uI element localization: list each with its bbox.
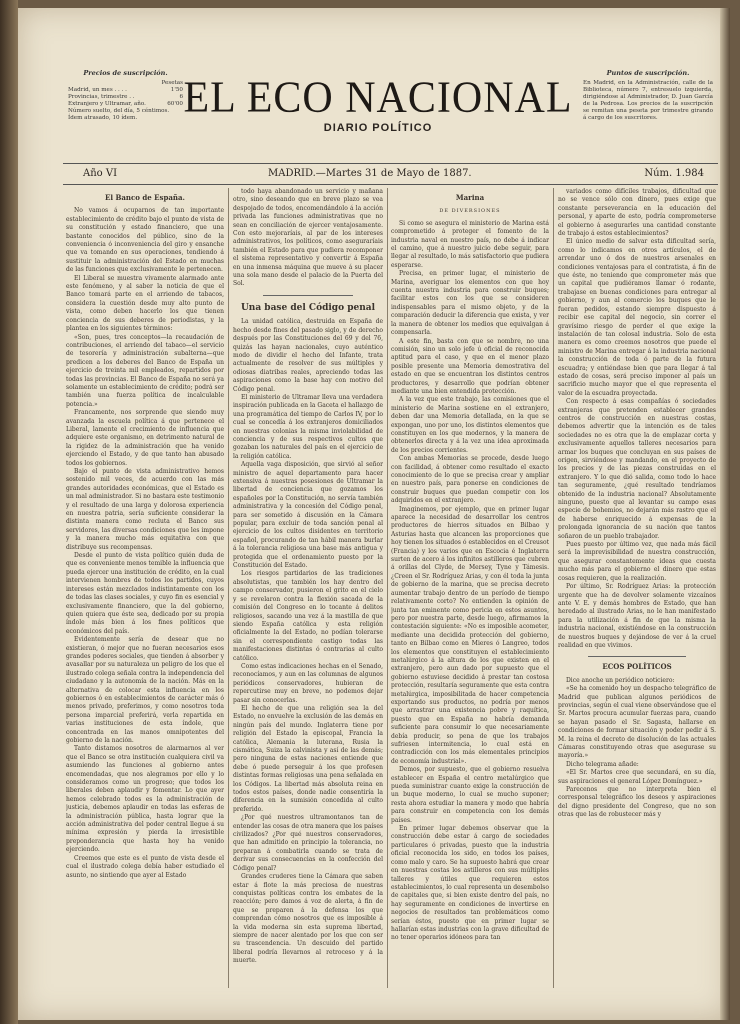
article-paragraph: Por último, Sr. Rodríguez Arias: la protección urgente que ha de devolver solamente vizcaínos ante V. E. y demás hombres de Estado, que han heredado al ilustrado Arias, no le han manifestado para la utilización á fin de que la misma la industria nacional, existiéndose en la construcción de nuestros buques y dejándose de ver á la cruel realidad en que vivimos. (558, 583, 716, 649)
article-paragraph: Demos, por supuesto, que el gobierno resuelva establecer en España el centro metalúrgico que pueda suministrar cuanto exige la construcción de un buque moderno, lo cual se mucho suponer; resta ahora estudiar la manera y modo que habría para construir en competencia con los demás países. (391, 766, 549, 824)
article-paragraph: Con respecto á esas compañías ó sociedades extranjeras que pretenden establecer grandes centros de construcción en nuestras costas, debemos advertir que la intención es de tales sociedades no es otra que la de emplazar corta y exclusivamente aquellos talleres necesarios para armar los buques que concluyan en sus países de origen, sirviéndose y mandando, en el proyecto de los precios y de las piezas construidas en el extranjero. Y lo que dió salida, como todo lo hace tan seguramente, ¿qué resultado tendríamos obtenido de la industria nacional? Absolutamente ninguno, puesto que al levantar su campo esas especie de bohemios, no dejarán más rastro que el de haberse enriquecido á expensas de la prolongada ignorancia de su nación que tantos soñaron de un pueblo trabajador. (558, 398, 716, 540)
article-paragraph: «Se ha comenido hoy un despacho telegráfico de Madrid que publican algunos periódicos de provincias, según el cual viene observándose que el Sr. Martos procura acumular fuerzas para, cuando se hayan pasado el Sr. Sagasta, hallarse en condiciones de formar situación y poder pedir á S. M. la reina el decreto de disolución de las actuales Cámaras constituyendo otras que asegurase su mayoría.» (558, 685, 716, 760)
newspaper-page (18, 8, 730, 1020)
article-paragraph: Francamente, nos sorprende que siendo muy avanzada la escuela política á que pertenece el Liberal, lamente el crecimiento de influencia que adquiere este organismo, en detrimento natural de la rigidez de la administración que ha venido ejerciendo el Estado, y de que tanto han abusado todos los gobiernos. (66, 409, 224, 467)
article-heading: Una base del Código penal (240, 302, 376, 313)
article-paragraph: Pues puesto por último vez, que nada más fácil será la imprevisibilidad de nuestra construcción, que asegurar constantemente ideas que cuesta mucho más para el gobierno el dinero que estas cosas requieren, que la realización. (558, 541, 716, 582)
article-paragraph: Aquella vaga disposición, que sirvió al señor ministro de aquel departamento para hacer extensiva á nuestras posesiones de Ultramar la libertad de conciencia que gozamos los españoles por la Constitución, no servía también administrativa y la concesión del Código penal, para ser sometido á discusión en la Cámara popular, para excluir de toda sanción penal al ejercicio de los cultos disidentes en territorio español, procurando de tan hábil manera burlar á la tolerancia religiosa una base más antigua y protegida que el ordenamiento puesto por la Constitución del Estado. (233, 461, 383, 570)
article-paragraph: Evidentemente sería de desear que no existieran, ó mejor que no fueran necesarios esos grandes poderes sociales, que tienden á absorber y avasallar por su naturaleza un peligro de los que el ilustrado colega señala contra la independencia del ciudadano y la autonomía de la nación. Más en la alternativa de colocar esta influencia en los gobiernos ó en establecimientos de carácter más ó menos privado, preferimos, y como nosotros toda persona imparcial preferirá, verla repartida en varias instituciones de esta índole, que concentrada en las manos omnipotentes del gobierno de la nación. (66, 636, 224, 744)
article-paragraph: El único medio de salvar esta dificultad sería, como lo indicamos en otros artículos, el de arrendar uno ó dos de nuestros arsenales en condiciones ventajosas para el contratista, á fin de que éste, no teniendo que comprometer más que un capital que pudiéramos llamar ó rodante, trabajase en buenas condiciones para entregar al gobierno, y aun al comercio los buques que le fueran pedidos, estando siempre dispuesto á recibir ese capital del negocio, sin correr el gravísimo riesgo de perder el que exige la instalación de tan colosal industria. Solo de esta manera es como creemos nosotros que puede el ministro de Marina entregar á la industria nacional la construcción de toda ó parte de la futura escuadra; y entiéndase bien que para llegar á tal estado de cosas, será preciso imponer al país un sacrificio mucho mayor que el que representa el valor de la escuadra proyectada. (558, 238, 716, 397)
prices-heading: Precios de suscripción. (83, 69, 168, 77)
article-paragraph: Imaginemos, por ejemplo, que en primer lugar aparece la necesidad de desarrollar los centros productores de hierros situados en Bilbao y Asturias hasta que alcancen las proporciones que hoy tienen los situados ó establecidos en el Creusot (Francia) y los varios que en Escocia é Inglaterra surten de acero á los infinitos astilleros que cubren á orillas del Clyde, de Mersey, Tyne y Támesis. ¿Creen el Sr. Rodríguez Arias, y con él toda la junta de gobierno de la marina, que se precisa decreto aumentar trabajo dentro de un período de tiempo relativamente corto? No entienden la opinión de junta tan eminente como pericia en estos asuntos, pero por nuestra parte, desde luego, afirmamos la contestación siguiente: «No es imposible acometer, mediante una decidida protección del gobierno, tanto en Bilbao como en Mieres ó Langreo, todos los elementos que constituyen el establecimiento metalúrgico á la altura de los que existen en el extranjero, pero aun dado por supuesto que el gobierno estuviese decidido á prestar tan costosa protección, resultaría seguramente que esta contra metalúrgica, imposibilitada de hacer competencia exportando sus productos, no podría por menos que arrastrar una existencia pobre y raquítica, puesto que en España no habría demanda suficiente para consumir lo que necesariamente debía producir, so pena de que los trabajos sufriesen intermitencia, lo cual está en contradicción con los más elementales principios de economía industrial». (391, 505, 549, 765)
article-paragraph: Tanto distamos nosotros de alarmarnos al ver que el Banco se otra institución cualquiera civil va asumiendo las funciones al gobierno antes encomendadas, que nos alegramos por ello y lo consideramos como un progreso; que todos los liberales deben aplaudir y fomentar. Lo que ayer hemos celebrado todos es la administración de justicia, debemos aplaudir en todas las esferas de la administración pública, hasta lograr que la acción administrativa del poder central llegue á su mínima expresión y pierda la irresistible preponderancia que hasta hoy ha venido ejerciendo. (66, 745, 224, 854)
column-4 (558, 188, 716, 988)
points-heading: Puntos de suscripción. (606, 69, 690, 77)
article-paragraph: A este fin, basta con que se nombre, no una comisión, sino un solo jefe ú oficial de reconocida aptitud para el caso, y que en el menor plazo posible presente una Memoria demostrativa del estado en que se encuentran los distintos centros productores, y desarrollo que podrían obtener mediante una bien entendida protección. (391, 337, 549, 395)
column-1 (66, 188, 224, 988)
article-paragraph: Dicho telegrama añade: (566, 760, 639, 768)
article-heading: Marina (455, 193, 485, 202)
points-text: En Madrid, en la Administración, calle de la Biblioteca, número 7, entresuelo izquierda, dirigiéndose al Administrador, D. Juan García de la Pedrosa. Los precios de la suscripción se remitan una peseta por trimestre girando á cargo de los suscritores. (583, 80, 713, 121)
article-paragraph: El hecho de que una religión sea la del Estado, no envuelve la exclusión de las demás en ningún país del mundo. Inglaterra tiene por religión del Estado la episcopal, Francia la católica, Alemania la luterana, Rusia la cismática, Suiza la calvinista y así de las demás; pero ninguna de estas naciones entiende que debe ó puede perseguir á los que profesen distintas formas religiosas una pena señalada en los Códigos. La libertad más absoluta reina en todos estos países, donde nadie consentiría la diferencia en la sumisión concedida al culto preferido. (233, 704, 383, 813)
article-paragraph: En primer lugar debemos observar que la construcción debe estar á cargo de sociedades particulares ó privadas, puesto que la industria oficial reconocida los sido, en todos los países, como malo y caro. Se ha supuesto habrá que crear en nuestras costas los astilleros con sus múltiples talleres y útiles que requieren estos establecimientos, lo cual representa un desembolso de capitales que, si bien existe dentro del país, no hay seguramente en condiciones de invertirse en negocios de resultados tan problemáticos como serían éstos, puesto que en primer lugar se hallarían estas industrias con la grave dificultad de no tener operarios idóneos para tan (391, 825, 549, 942)
article-paragraph: «Son, pues, tres conceptos—la recaudación de contribuciones, el arriendo del tabaco—el servicio de tesorería y administración subalterna—que predicen a los deberes del Banco de España un ejercicio de treinta mil empleados, repartidos por todas las provincias. El Banco de España no será ya solamente un establecimiento de crédito; podrá ser también una fuerza política de incalculable potencia.» (66, 333, 224, 408)
article-paragraph: Parecenos que no interpreta bien el corresponsal telegráfico los deseos y aspiraciones del digno presidente del Congreso, que no son otras que las de robustecer más y (558, 786, 716, 819)
article-paragraph: Bajo el punto de vista administrativo hemos sostenido mil veces, de acuerdo con las más grandes autoridades económicas, que el Estado es un mal administrador. Si no bastara este testimonio y el resultado de una larga y dolorosa experiencia en nuestra patria, sería suficiente considerar la distinta manera como recluta el Banco sus servidores, las diversas condiciones que les impone y la manera mucho más equitativa con que distribuye sus recompensas. (66, 468, 224, 551)
subscription-prices-box (68, 70, 183, 122)
article-separator (263, 295, 353, 296)
article-paragraph: variados como difíciles trabajos, dificultad que no se vence sólo con dinero, pues exige que constante perseverancia en la educación del personal, y aparte de esto, podría comprometerse el gobierno á asegurarles una cantidad constante de trabajo á estos establecimientos? (558, 188, 716, 238)
article-paragraph: Si como se asegura el ministerio de Marina está comprometido á proteger el fomento de la industria naval en nuestro país, no debe á indicar el camino, que á nuestro juicio debe seguir, para llegar al resultado, lo más satisfactorio que pudiera esperarse. (391, 219, 549, 269)
page-edge (720, 8, 730, 1020)
article-separator (588, 656, 686, 657)
price-row: Provincias, trimestre . . 6 (68, 94, 183, 100)
article-subheading: DE DIVERSIONES (439, 208, 501, 215)
article-paragraph: A la vez que este trabajo, las comisiones que el ministerio de Marina sostiene en el extranjero, deben dar una Memoria detallada, en la que se expongan, uno por uno, los distintos elementos que constituyen en los que modernos, y la manera de obtenerlos directa y á la vez una idea aproximada de los precios corrientes. (391, 396, 549, 454)
article-paragraph: El ministerio de Ultramar lleva una verdadera inspiración publicada en la Gaceta el hallazgo de una programática del tiempo de Carlos IV, por lo cual se concedía á los extranjeros domiciliados en nuestras colonias la misma inviolabilidad de conciencia y de sus respectivos cultos que gozaban los naturales del país en el ejercicio de la religión católica. (233, 393, 383, 460)
article-paragraph: Precisa, en primer lugar, el ministerio de Marina, averiguar los elementos con que hoy cuenta nuestra industria para construir buques; facilitar estos con los que se consideren indispensables para el mismo objeto, y de la comparación deducir la diferencia que exista, y ver la manera de obtener los medios que equivalgan á compensarla. (391, 270, 549, 337)
article-paragraph: todo haya abandonado un servicio y mañana otro, sino deseando que en breve plazo se vea despojado de todos, encomendándolo á la acción privada las funciones administrativas que no sean en conciliación de ejercer ventajosamente. Con esto mejoraríais, al par de los intereses administrativos, los políticos, como aseguraríais también el Estado para que pudiera recomponer el sistema representativo y convertir á España en una inmensa máquina que mueve á su placer una sola mano desde el palacio de la Puerta del Sol. (233, 188, 383, 288)
article-heading: ECOS POLÍTICOS (602, 662, 672, 672)
subscription-points-box (583, 70, 713, 122)
article-paragraph: El Liberal se muestra vivamente alarmado ante este fenómeno, y al saber la noticia de que el Banco tomará parte en el arriendo de tabacos, considera la cuestión desde muy alto punto de vista, como deben hacerlo los que tienen conciencia de sus deberes de periodistas, y la plantea en los siguientes términos: (66, 274, 224, 333)
newspaper-title: EL ECO NACIONAL (183, 73, 573, 123)
issue-number: Núm. 1.984 (644, 168, 704, 179)
article-paragraph: Como estas indicaciones hechas en el Senado, reconocíamos, y aun en las columnas de algunos periódicos conservadores, hubieran de repercutirse muy en breve, no podemos dejar pasar sin conocerlas. (233, 662, 383, 704)
column-rule (553, 188, 554, 988)
masthead (18, 58, 730, 153)
price-note: Número suelto, del día, 5 céntimos. (68, 108, 170, 114)
article-paragraph: Dice anoche un periódico noticiero: (566, 676, 675, 684)
book-spine (0, 0, 18, 1024)
article-paragraph: Los riesgos partidarios de las tradiciones absolutistas, que también los hay dentro del campo conservador, pusieron el grito en el cielo y se revelaron contra la flexión sacada de la comisión del Congreso en lo tocante á delitos religiosos, sacando una vez á la mastilla de que siendo España católica y esta religión oficialmente la del Estado, no podían tolerarse sin el correspondiente castigo todas las manifestaciones distintas ó contrarias al culto católico. (233, 570, 383, 662)
article-paragraph: Desde el punto de vista político quién duda de que es conveniente menos temible la influencia que pueda ejercer una institución de crédito, en la cual intervienen hombres de todos los partidos, cuyos intereses están mezclados indistintamente con los de todas las clases sociales, y cuyo fin es esencial y exclusivamente financiero, que la del gobierno, quien quiera que éste sea, dedicado por su propia índole más bien á los fines políticos que económicos del país. (66, 552, 224, 635)
article-paragraph: No vamos á ocuparnos de tan importante establecimiento de crédito bajo el punto de vista de su constitución y estado financiero, que una bastante conocidos del público, sino de la conveniencia ó inconveniencia del giro y ensanche que va tomando en sus operaciones, tendiendo á sustituir la administración del Estado en muchas de las funciones que exclusivamente le pertenecen. (66, 207, 224, 274)
newspaper-subtitle: DIARIO POLÍTICO (323, 122, 433, 134)
column-rule (228, 188, 229, 988)
article-paragraph: La unidad católica, destruida en España de hecho desde fines del pasado siglo, y de derecho después por las Constituciones del 69 y del 76, quizás las hayan nacionales, cuyo auténtico modo de dividir el hecho del Infante, trata actualmente de resolver de sus múltiples y odiosas diatribas reales, apreciendo todas las aspiraciones como la base hay con motivo del Código penal. (233, 318, 383, 393)
column-2 (233, 188, 383, 988)
article-paragraph: ¿Por qué nuestros ultramontanos tan de entender las cosas de otra manera que los países civilizados? ¿Por qué nuestros conservadores, que han admitido en principio la tolerancia, no preparan á combatirla cuando se trata de derivar sus consecuencias en la confección del Código penal? (233, 814, 383, 872)
article-paragraph: Con ambas Memorias se procede, desde luego con facilidad, á obtener como resultado el exacto conocimiento de lo que se precisa crear y ampliar en nuestro país, para ponerse en condiciones de construir buques que puedan competir con los adquiridos en el extranjero. (391, 455, 549, 505)
issue-date: MADRID.—Martes 31 de Mayo de 1887. (268, 168, 472, 179)
price-row: Extranjero y Ultramar, año. 60'00 (68, 101, 183, 107)
prices-col-label: Pesetas (161, 80, 183, 86)
column-3 (391, 188, 549, 988)
article-paragraph: Creemos que este es el punto de vista desde el cual el ilustrado colega debía haber estudiado el asunto, no sintiendo que ayer al Estado (66, 854, 224, 879)
issue-year: Año VI (83, 168, 118, 179)
article-paragraph: «El Sr. Martos cree que secundará, en su día, sus aspiraciones el general López Domínguez.» (558, 769, 716, 785)
price-row: Madrid, un mes . . . . 1'50 (68, 87, 183, 93)
column-rule (387, 188, 388, 988)
article-paragraph: Grandes cruderes tiene la Cámara que saben estar á flote la más preciosa de nuestras conquistas políticas contra los embates de la reacción; pero damos á voz de alerta, á fin de que se preparen á la defensa los que comprendan cómo nosotros que es imposible á la vida moderna sin esta suprema libertad, siempre de nacer alentado por los que con ser su trascendencia. Un descuido del partido liberal podría llevarnos al retroceso y á la muerte. (233, 873, 383, 965)
price-note: Ídem atrasado, 10 ídem. (68, 115, 138, 121)
article-heading: El Banco de España. (105, 193, 185, 202)
dateline (63, 163, 718, 185)
